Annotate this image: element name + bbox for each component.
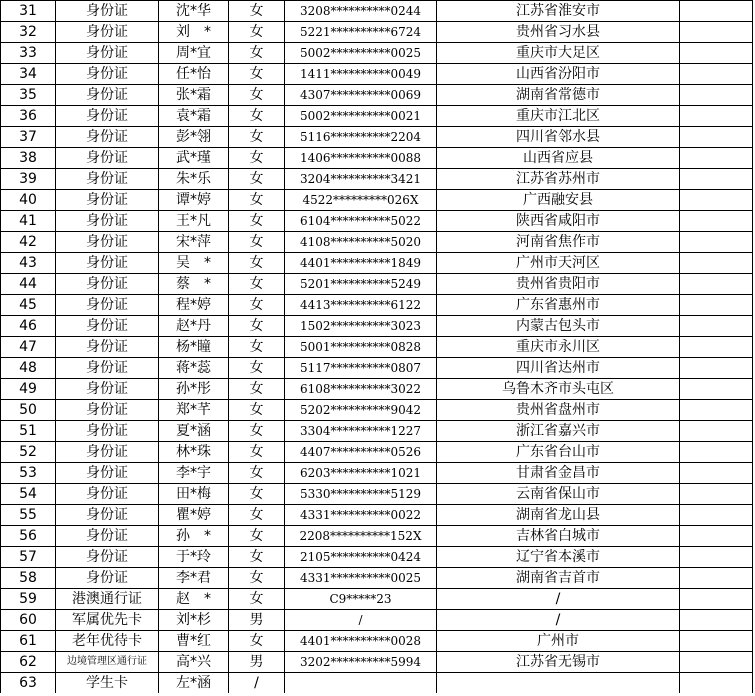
gender-cell: 女 bbox=[229, 316, 285, 337]
table-row bbox=[1, 253, 753, 274]
document-type-cell: 身份证 bbox=[56, 211, 159, 232]
empty-cell bbox=[680, 589, 753, 610]
id-number-cell: 4401**********1849 bbox=[285, 253, 437, 274]
gender-cell: 女 bbox=[229, 400, 285, 421]
origin-place-cell bbox=[437, 673, 680, 694]
id-number-cell: 4331**********0022 bbox=[285, 505, 437, 526]
empty-cell bbox=[680, 358, 753, 379]
table-row bbox=[1, 64, 753, 85]
gender-cell: / bbox=[229, 673, 285, 694]
name-cell: 刘*杉 bbox=[159, 610, 229, 631]
document-type-cell: 身份证 bbox=[56, 295, 159, 316]
id-number-cell: C9*****23 bbox=[285, 589, 437, 610]
origin-place-cell: 贵州省贵阳市 bbox=[437, 274, 680, 295]
row-number-cell: 42 bbox=[1, 232, 56, 253]
id-number-cell: 5117**********0807 bbox=[285, 358, 437, 379]
document-type-cell: 老年优待卡 bbox=[56, 631, 159, 652]
document-type-cell: 身份证 bbox=[56, 127, 159, 148]
document-type-cell: 身份证 bbox=[56, 568, 159, 589]
row-number-cell: 49 bbox=[1, 379, 56, 400]
document-type-cell: 身份证 bbox=[56, 421, 159, 442]
gender-cell: 女 bbox=[229, 190, 285, 211]
table-row bbox=[1, 463, 753, 484]
row-number-cell: 51 bbox=[1, 421, 56, 442]
empty-cell bbox=[680, 673, 753, 694]
origin-place-cell: 四川省邻水县 bbox=[437, 127, 680, 148]
empty-cell bbox=[680, 295, 753, 316]
name-cell: 曹*红 bbox=[159, 631, 229, 652]
origin-place-cell: 江苏省淮安市 bbox=[437, 1, 680, 22]
empty-cell bbox=[680, 463, 753, 484]
id-number-cell: 2208**********152X bbox=[285, 526, 437, 547]
name-cell: 赵*丹 bbox=[159, 316, 229, 337]
empty-cell bbox=[680, 505, 753, 526]
name-cell: 沈*华 bbox=[159, 1, 229, 22]
table-row bbox=[1, 169, 753, 190]
table-row bbox=[1, 274, 753, 295]
document-type-cell: 身份证 bbox=[56, 379, 159, 400]
gender-cell: 女 bbox=[229, 232, 285, 253]
id-number-cell: 3202**********5994 bbox=[285, 652, 437, 673]
row-number-cell: 40 bbox=[1, 190, 56, 211]
origin-place-cell: 陕西省咸阳市 bbox=[437, 211, 680, 232]
gender-cell: 男 bbox=[229, 610, 285, 631]
document-type-cell: 身份证 bbox=[56, 232, 159, 253]
gender-cell: 女 bbox=[229, 169, 285, 190]
table-row bbox=[1, 22, 753, 43]
gender-cell: 女 bbox=[229, 568, 285, 589]
name-cell: 左*涵 bbox=[159, 673, 229, 694]
id-number-cell: 4407**********0526 bbox=[285, 442, 437, 463]
name-cell: 朱*乐 bbox=[159, 169, 229, 190]
name-cell: 于*玲 bbox=[159, 547, 229, 568]
origin-place-cell: 辽宁省本溪市 bbox=[437, 547, 680, 568]
empty-cell bbox=[680, 253, 753, 274]
gender-cell: 女 bbox=[229, 589, 285, 610]
table-row bbox=[1, 610, 753, 631]
document-type-cell: 军属优先卡 bbox=[56, 610, 159, 631]
id-number-cell: 6104**********5022 bbox=[285, 211, 437, 232]
row-number-cell: 59 bbox=[1, 589, 56, 610]
table-row bbox=[1, 106, 753, 127]
id-number-cell: 5002**********0021 bbox=[285, 106, 437, 127]
gender-cell: 女 bbox=[229, 463, 285, 484]
table-row bbox=[1, 526, 753, 547]
document-type-cell: 身份证 bbox=[56, 253, 159, 274]
id-number-cell bbox=[285, 673, 437, 694]
id-number-cell: 5116**********2204 bbox=[285, 127, 437, 148]
empty-cell bbox=[680, 1, 753, 22]
origin-place-cell: 吉林省白城市 bbox=[437, 526, 680, 547]
empty-cell bbox=[680, 400, 753, 421]
gender-cell: 男 bbox=[229, 652, 285, 673]
table-row bbox=[1, 568, 753, 589]
id-number-cell: 1406**********0088 bbox=[285, 148, 437, 169]
row-number-cell: 43 bbox=[1, 253, 56, 274]
gender-cell: 女 bbox=[229, 358, 285, 379]
id-number-cell: 6203**********1021 bbox=[285, 463, 437, 484]
table-row bbox=[1, 400, 753, 421]
empty-cell bbox=[680, 43, 753, 64]
origin-place-cell: 河南省焦作市 bbox=[437, 232, 680, 253]
row-number-cell: 33 bbox=[1, 43, 56, 64]
origin-place-cell: 江苏省无锡市 bbox=[437, 652, 680, 673]
name-cell: 谭*婷 bbox=[159, 190, 229, 211]
table-row bbox=[1, 295, 753, 316]
table-row bbox=[1, 652, 753, 673]
origin-place-cell: / bbox=[437, 589, 680, 610]
gender-cell: 女 bbox=[229, 631, 285, 652]
name-cell: 田*梅 bbox=[159, 484, 229, 505]
row-number-cell: 53 bbox=[1, 463, 56, 484]
gender-cell: 女 bbox=[229, 253, 285, 274]
name-cell: 彭*翎 bbox=[159, 127, 229, 148]
id-number-cell: / bbox=[285, 610, 437, 631]
row-number-cell: 46 bbox=[1, 316, 56, 337]
id-number-cell: 5202**********9042 bbox=[285, 400, 437, 421]
document-type-cell: 身份证 bbox=[56, 190, 159, 211]
origin-place-cell: 山西省应县 bbox=[437, 148, 680, 169]
document-type-cell: 身份证 bbox=[56, 64, 159, 85]
name-cell: 张*霜 bbox=[159, 85, 229, 106]
row-number-cell: 41 bbox=[1, 211, 56, 232]
row-number-cell: 37 bbox=[1, 127, 56, 148]
gender-cell: 女 bbox=[229, 274, 285, 295]
row-number-cell: 56 bbox=[1, 526, 56, 547]
name-cell: 武*瑾 bbox=[159, 148, 229, 169]
empty-cell bbox=[680, 127, 753, 148]
origin-place-cell: 甘肃省金昌市 bbox=[437, 463, 680, 484]
empty-cell bbox=[680, 190, 753, 211]
empty-cell bbox=[680, 337, 753, 358]
document-type-cell: 身份证 bbox=[56, 547, 159, 568]
empty-cell bbox=[680, 610, 753, 631]
name-cell: 宋*萍 bbox=[159, 232, 229, 253]
row-number-cell: 62 bbox=[1, 652, 56, 673]
empty-cell bbox=[680, 64, 753, 85]
origin-place-cell: 重庆市江北区 bbox=[437, 106, 680, 127]
document-type-cell: 学生卡 bbox=[56, 673, 159, 694]
origin-place-cell: 广州市天河区 bbox=[437, 253, 680, 274]
name-cell: 蒋*蕊 bbox=[159, 358, 229, 379]
origin-place-cell: 贵州省盘州市 bbox=[437, 400, 680, 421]
name-cell: 孙 * bbox=[159, 526, 229, 547]
table-row bbox=[1, 442, 753, 463]
table-row bbox=[1, 1, 753, 22]
name-cell: 任*怡 bbox=[159, 64, 229, 85]
id-number-cell: 4108**********5020 bbox=[285, 232, 437, 253]
name-cell: 瞿*婷 bbox=[159, 505, 229, 526]
table-row bbox=[1, 505, 753, 526]
row-number-cell: 63 bbox=[1, 673, 56, 694]
name-cell: 郑*芊 bbox=[159, 400, 229, 421]
gender-cell: 女 bbox=[229, 547, 285, 568]
row-number-cell: 34 bbox=[1, 64, 56, 85]
origin-place-cell: 广州市 bbox=[437, 631, 680, 652]
row-number-cell: 48 bbox=[1, 358, 56, 379]
empty-cell bbox=[680, 211, 753, 232]
row-number-cell: 31 bbox=[1, 1, 56, 22]
name-cell: 王*凡 bbox=[159, 211, 229, 232]
name-cell: 吴 * bbox=[159, 253, 229, 274]
table-row bbox=[1, 421, 753, 442]
empty-cell bbox=[680, 316, 753, 337]
empty-cell bbox=[680, 148, 753, 169]
gender-cell: 女 bbox=[229, 337, 285, 358]
row-number-cell: 55 bbox=[1, 505, 56, 526]
empty-cell bbox=[680, 652, 753, 673]
table-row bbox=[1, 232, 753, 253]
gender-cell: 女 bbox=[229, 22, 285, 43]
empty-cell bbox=[680, 22, 753, 43]
document-type-cell: 身份证 bbox=[56, 505, 159, 526]
id-number-cell: 4413**********6122 bbox=[285, 295, 437, 316]
table-row bbox=[1, 673, 753, 694]
gender-cell: 女 bbox=[229, 106, 285, 127]
document-type-cell: 身份证 bbox=[56, 148, 159, 169]
document-type-cell: 身份证 bbox=[56, 484, 159, 505]
table-row bbox=[1, 547, 753, 568]
document-type-cell: 身份证 bbox=[56, 169, 159, 190]
gender-cell: 女 bbox=[229, 127, 285, 148]
name-cell: 杨*瞳 bbox=[159, 337, 229, 358]
origin-place-cell: 湖南省龙山县 bbox=[437, 505, 680, 526]
row-number-cell: 54 bbox=[1, 484, 56, 505]
empty-cell bbox=[680, 484, 753, 505]
empty-cell bbox=[680, 274, 753, 295]
origin-place-cell: 贵州省习水县 bbox=[437, 22, 680, 43]
id-number-cell: 3208**********0244 bbox=[285, 1, 437, 22]
row-number-cell: 35 bbox=[1, 85, 56, 106]
gender-cell: 女 bbox=[229, 295, 285, 316]
row-number-cell: 57 bbox=[1, 547, 56, 568]
row-number-cell: 44 bbox=[1, 274, 56, 295]
name-cell: 李*宇 bbox=[159, 463, 229, 484]
table-row bbox=[1, 43, 753, 64]
document-type-cell: 身份证 bbox=[56, 316, 159, 337]
name-cell: 高*兴 bbox=[159, 652, 229, 673]
gender-cell: 女 bbox=[229, 1, 285, 22]
empty-cell bbox=[680, 421, 753, 442]
table-row bbox=[1, 148, 753, 169]
table-row bbox=[1, 631, 753, 652]
row-number-cell: 61 bbox=[1, 631, 56, 652]
origin-place-cell: / bbox=[437, 610, 680, 631]
row-number-cell: 45 bbox=[1, 295, 56, 316]
row-number-cell: 38 bbox=[1, 148, 56, 169]
id-number-cell: 2105**********0424 bbox=[285, 547, 437, 568]
origin-place-cell: 山西省汾阳市 bbox=[437, 64, 680, 85]
id-number-cell: 5201**********5249 bbox=[285, 274, 437, 295]
document-type-cell: 身份证 bbox=[56, 85, 159, 106]
document-type-cell: 身份证 bbox=[56, 274, 159, 295]
origin-place-cell: 四川省达州市 bbox=[437, 358, 680, 379]
name-cell: 蔡 * bbox=[159, 274, 229, 295]
id-number-cell: 4401**********0028 bbox=[285, 631, 437, 652]
empty-cell bbox=[680, 106, 753, 127]
empty-cell bbox=[680, 169, 753, 190]
origin-place-cell: 广西融安县 bbox=[437, 190, 680, 211]
row-number-cell: 60 bbox=[1, 610, 56, 631]
row-number-cell: 32 bbox=[1, 22, 56, 43]
empty-cell bbox=[680, 232, 753, 253]
empty-cell bbox=[680, 568, 753, 589]
document-type-cell: 身份证 bbox=[56, 106, 159, 127]
id-number-cell: 4522*********026X bbox=[285, 190, 437, 211]
origin-place-cell: 重庆市永川区 bbox=[437, 337, 680, 358]
table-row bbox=[1, 379, 753, 400]
origin-place-cell: 乌鲁木齐市头屯区 bbox=[437, 379, 680, 400]
id-number-cell: 5221**********6724 bbox=[285, 22, 437, 43]
gender-cell: 女 bbox=[229, 484, 285, 505]
gender-cell: 女 bbox=[229, 43, 285, 64]
table-row bbox=[1, 358, 753, 379]
table-row bbox=[1, 589, 753, 610]
id-number-cell: 1411**********0049 bbox=[285, 64, 437, 85]
gender-cell: 女 bbox=[229, 442, 285, 463]
origin-place-cell: 重庆市大足区 bbox=[437, 43, 680, 64]
table-row bbox=[1, 211, 753, 232]
document-type-cell: 身份证 bbox=[56, 400, 159, 421]
gender-cell: 女 bbox=[229, 148, 285, 169]
name-cell: 周*宜 bbox=[159, 43, 229, 64]
name-cell: 赵 * bbox=[159, 589, 229, 610]
table-row bbox=[1, 127, 753, 148]
document-type-cell: 边境管理区通行证 bbox=[56, 652, 159, 673]
origin-place-cell: 浙江省嘉兴市 bbox=[437, 421, 680, 442]
id-number-cell: 5001**********0828 bbox=[285, 337, 437, 358]
empty-cell bbox=[680, 547, 753, 568]
id-number-cell: 3204**********3421 bbox=[285, 169, 437, 190]
origin-place-cell: 江苏省苏州市 bbox=[437, 169, 680, 190]
gender-cell: 女 bbox=[229, 85, 285, 106]
table-row bbox=[1, 337, 753, 358]
document-type-cell: 身份证 bbox=[56, 442, 159, 463]
document-type-cell: 身份证 bbox=[56, 358, 159, 379]
empty-cell bbox=[680, 85, 753, 106]
gender-cell: 女 bbox=[229, 379, 285, 400]
origin-place-cell: 广东省惠州市 bbox=[437, 295, 680, 316]
table-row bbox=[1, 190, 753, 211]
id-number-cell: 5002**********0025 bbox=[285, 43, 437, 64]
gender-cell: 女 bbox=[229, 211, 285, 232]
gender-cell: 女 bbox=[229, 421, 285, 442]
table-body bbox=[1, 1, 753, 694]
name-cell: 林*珠 bbox=[159, 442, 229, 463]
id-number-cell: 4307**********0069 bbox=[285, 85, 437, 106]
table-row bbox=[1, 316, 753, 337]
origin-place-cell: 内蒙古包头市 bbox=[437, 316, 680, 337]
origin-place-cell: 湖南省常德市 bbox=[437, 85, 680, 106]
name-cell: 李*君 bbox=[159, 568, 229, 589]
name-cell: 刘 * bbox=[159, 22, 229, 43]
document-type-cell: 身份证 bbox=[56, 22, 159, 43]
id-number-cell: 3304**********1227 bbox=[285, 421, 437, 442]
document-type-cell: 身份证 bbox=[56, 526, 159, 547]
id-number-cell: 5330**********5129 bbox=[285, 484, 437, 505]
row-number-cell: 36 bbox=[1, 106, 56, 127]
table-row bbox=[1, 85, 753, 106]
document-type-cell: 身份证 bbox=[56, 337, 159, 358]
id-number-cell: 4331**********0025 bbox=[285, 568, 437, 589]
name-cell: 孙*彤 bbox=[159, 379, 229, 400]
empty-cell bbox=[680, 631, 753, 652]
row-number-cell: 52 bbox=[1, 442, 56, 463]
gender-cell: 女 bbox=[229, 526, 285, 547]
empty-cell bbox=[680, 442, 753, 463]
document-type-cell: 身份证 bbox=[56, 1, 159, 22]
origin-place-cell: 广东省台山市 bbox=[437, 442, 680, 463]
document-type-cell: 身份证 bbox=[56, 463, 159, 484]
empty-cell bbox=[680, 526, 753, 547]
table-row bbox=[1, 484, 753, 505]
row-number-cell: 39 bbox=[1, 169, 56, 190]
row-number-cell: 58 bbox=[1, 568, 56, 589]
name-cell: 袁*霜 bbox=[159, 106, 229, 127]
empty-cell bbox=[680, 379, 753, 400]
gender-cell: 女 bbox=[229, 505, 285, 526]
id-number-cell: 6108**********3022 bbox=[285, 379, 437, 400]
row-number-cell: 47 bbox=[1, 337, 56, 358]
name-cell: 程*婷 bbox=[159, 295, 229, 316]
origin-place-cell: 湖南省吉首市 bbox=[437, 568, 680, 589]
row-number-cell: 50 bbox=[1, 400, 56, 421]
gender-cell: 女 bbox=[229, 64, 285, 85]
document-type-cell: 身份证 bbox=[56, 43, 159, 64]
origin-place-cell: 云南省保山市 bbox=[437, 484, 680, 505]
document-type-cell: 港澳通行证 bbox=[56, 589, 159, 610]
id-number-cell: 1502**********3023 bbox=[285, 316, 437, 337]
name-cell: 夏*涵 bbox=[159, 421, 229, 442]
